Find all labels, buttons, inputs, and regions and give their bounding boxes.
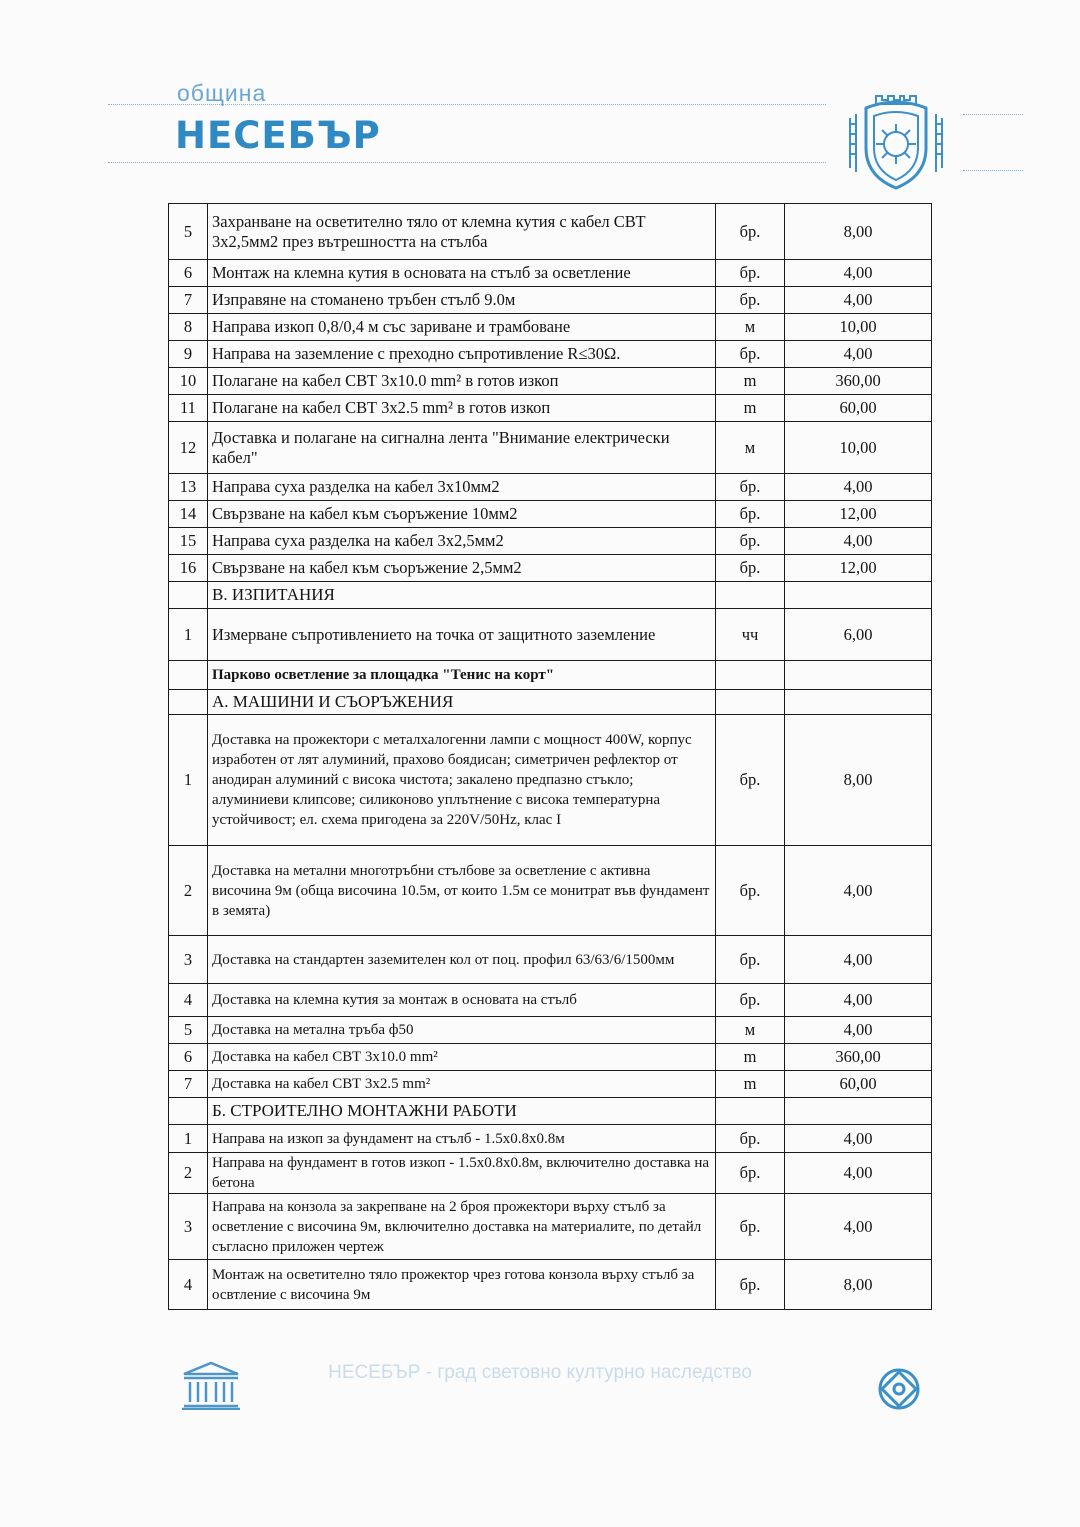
item-number: 1 xyxy=(169,609,208,661)
table-row xyxy=(169,287,932,314)
item-unit: м xyxy=(716,314,785,341)
item-unit xyxy=(716,661,785,690)
item-quantity: 4,00 xyxy=(785,1125,932,1153)
item-number xyxy=(169,582,208,609)
item-description: Доставка на стандартен заземителен кол от поц. профил 63/63/6/1500мм xyxy=(208,936,716,984)
item-number: 8 xyxy=(169,314,208,341)
item-quantity: 4,00 xyxy=(785,1153,932,1194)
item-unit: бр. xyxy=(716,1260,785,1310)
header-rule xyxy=(108,104,826,105)
item-quantity: 4,00 xyxy=(785,287,932,314)
table-row xyxy=(169,936,932,984)
footer-contacts-blur xyxy=(0,1410,1080,1425)
item-quantity xyxy=(785,690,932,715)
table-row xyxy=(169,260,932,287)
coat-of-arms-icon xyxy=(842,88,950,196)
item-unit xyxy=(716,690,785,715)
item-quantity: 10,00 xyxy=(785,422,932,474)
item-description: Монтаж на осветително тяло прожектор чрез готова конзола върху стълб за освтление с височина 9м xyxy=(208,1260,716,1310)
table-row xyxy=(169,501,932,528)
item-quantity: 4,00 xyxy=(785,846,932,936)
item-unit: бр. xyxy=(716,1194,785,1260)
item-quantity: 6,00 xyxy=(785,609,932,661)
table-row xyxy=(169,1194,932,1260)
item-unit: чч xyxy=(716,609,785,661)
item-number: 11 xyxy=(169,395,208,422)
item-unit: бр. xyxy=(716,474,785,501)
item-quantity: 60,00 xyxy=(785,1071,932,1098)
table-row xyxy=(169,314,932,341)
item-quantity: 60,00 xyxy=(785,395,932,422)
item-quantity xyxy=(785,661,932,690)
item-description: Доставка на метална тръба ф50 xyxy=(208,1017,716,1044)
item-unit: m xyxy=(716,368,785,395)
item-unit: бр. xyxy=(716,528,785,555)
item-unit: m xyxy=(716,1071,785,1098)
table-row xyxy=(169,341,932,368)
item-quantity: 4,00 xyxy=(785,936,932,984)
brand-name: НЕСЕБЪР xyxy=(175,114,381,157)
item-quantity: 360,00 xyxy=(785,1044,932,1071)
footer-slogan: НЕСЕБЪР - град световно културно наследство xyxy=(328,1362,752,1383)
item-number: 9 xyxy=(169,341,208,368)
table-row xyxy=(169,204,932,260)
world-heritage-icon xyxy=(876,1366,922,1412)
table-row xyxy=(169,1153,932,1194)
table-row xyxy=(169,984,932,1017)
brand-municipality: община xyxy=(177,80,267,106)
item-number xyxy=(169,661,208,690)
item-description: Направа изкоп 0,8/0,4 м със зариване и трамбоване xyxy=(208,314,716,341)
item-description: Полагане на кабел СВТ 3х10.0 mm² в готов изкоп xyxy=(208,368,716,395)
item-number: 3 xyxy=(169,936,208,984)
table-row xyxy=(169,1260,932,1310)
item-description: Монтаж на клемна кутия в основата на стълб за осветление xyxy=(208,260,716,287)
item-description: Доставка и полагане на сигнална лента "Внимание електрически кабел" xyxy=(208,422,716,474)
item-description: Доставка на кабел СВТ 3х2.5 mm² xyxy=(208,1071,716,1098)
item-quantity: 4,00 xyxy=(785,984,932,1017)
item-description: Изправяне на стоманено тръбен стълб 9.0м xyxy=(208,287,716,314)
item-description: Направа на изкоп за фундамент на стълб - 1.5х0.8х0.8м xyxy=(208,1125,716,1153)
item-number: 7 xyxy=(169,287,208,314)
table-row xyxy=(169,474,932,501)
item-description: Направа на заземление с преходно съпротивление R≤30Ω. xyxy=(208,341,716,368)
item-number xyxy=(169,690,208,715)
item-number: 7 xyxy=(169,1071,208,1098)
item-unit: бр. xyxy=(716,260,785,287)
item-number: 5 xyxy=(169,1017,208,1044)
item-quantity: 12,00 xyxy=(785,555,932,582)
item-number: 12 xyxy=(169,422,208,474)
item-description: Парково осветление за площадка "Тенис на корт" xyxy=(208,661,716,690)
header-rule xyxy=(963,170,1023,171)
item-description: Доставка на кабел СВТ 3х10.0 mm² xyxy=(208,1044,716,1071)
item-description: Свързване на кабел към съоръжение 10мм2 xyxy=(208,501,716,528)
item-number: 4 xyxy=(169,1260,208,1310)
item-description: Доставка на метални многотръбни стълбове за осветление с активна височина 9м (обща височина 10.5м, от които 1.5м се монитрат във фундамент в земята) xyxy=(208,846,716,936)
item-unit: m xyxy=(716,395,785,422)
item-quantity: 8,00 xyxy=(785,204,932,260)
item-unit: м xyxy=(716,1017,785,1044)
item-description: Направа суха разделка на кабел 3х2,5мм2 xyxy=(208,528,716,555)
item-number: 10 xyxy=(169,368,208,395)
item-number: 1 xyxy=(169,715,208,846)
item-description: Направа на фундамент в готов изкоп - 1.5х0.8х0.8м, включително доставка на бетона xyxy=(208,1153,716,1194)
item-unit xyxy=(716,582,785,609)
table-row xyxy=(169,1125,932,1153)
item-unit: бр. xyxy=(716,341,785,368)
item-quantity: 4,00 xyxy=(785,1194,932,1260)
table-row xyxy=(169,1017,932,1044)
item-description: Измерване съпротивлението на точка от защитното заземление xyxy=(208,609,716,661)
item-quantity xyxy=(785,582,932,609)
item-description: Направа суха разделка на кабел 3х10мм2 xyxy=(208,474,716,501)
item-number: 16 xyxy=(169,555,208,582)
item-unit: бр. xyxy=(716,1153,785,1194)
item-number: 4 xyxy=(169,984,208,1017)
item-number: 6 xyxy=(169,1044,208,1071)
header-rule xyxy=(963,114,1023,115)
letterhead xyxy=(0,0,1080,200)
item-description: Доставка на прожектори с металхалогенни лампи с мощност 400W, корпус изработен от лят алуминий, прахово боядисан; симетричен рефлектор от анодиран алуминий с висока чистота; закалено предпазно стъкло; алуминиеви клипсове; силиконово уплътнение с висока температурна устойчивост; ел. схема пригодена за 220V/50Hz, клас I xyxy=(208,715,716,846)
item-quantity: 4,00 xyxy=(785,1017,932,1044)
table-row xyxy=(169,368,932,395)
item-description: А. МАШИНИ И СЪОРЪЖЕНИЯ xyxy=(208,690,716,715)
item-quantity: 4,00 xyxy=(785,260,932,287)
item-number: 3 xyxy=(169,1194,208,1260)
item-unit: бр. xyxy=(716,984,785,1017)
item-number: 6 xyxy=(169,260,208,287)
header-rule xyxy=(108,162,826,163)
item-number: 2 xyxy=(169,1153,208,1194)
item-number: 5 xyxy=(169,204,208,260)
item-unit: бр. xyxy=(716,936,785,984)
item-unit: бр. xyxy=(716,555,785,582)
item-quantity: 8,00 xyxy=(785,1260,932,1310)
item-description: Направа на конзола за закрепване на 2 броя прожектори върху стълб за осветление с височина 9м, включително доставка на материалите, по детайл съгласно приложен чертеж xyxy=(208,1194,716,1260)
item-unit: бр. xyxy=(716,287,785,314)
item-number xyxy=(169,1098,208,1125)
item-unit: бр. xyxy=(716,501,785,528)
item-description: Доставка на клемна кутия за монтаж в основата на стълб xyxy=(208,984,716,1017)
item-number: 14 xyxy=(169,501,208,528)
item-quantity: 4,00 xyxy=(785,474,932,501)
item-number: 1 xyxy=(169,1125,208,1153)
table-row xyxy=(169,395,932,422)
table-row xyxy=(169,1071,932,1098)
item-unit: бр. xyxy=(716,846,785,936)
item-quantity: 12,00 xyxy=(785,501,932,528)
item-unit: бр. xyxy=(716,715,785,846)
item-description: Полагане на кабел СВТ 3х2.5 mm² в готов изкоп xyxy=(208,395,716,422)
item-quantity: 360,00 xyxy=(785,368,932,395)
item-unit xyxy=(716,1098,785,1125)
table-row xyxy=(169,609,932,661)
item-number: 13 xyxy=(169,474,208,501)
item-unit: бр. xyxy=(716,204,785,260)
item-quantity xyxy=(785,1098,932,1125)
item-description: Б. СТРОИТЕЛНО МОНТАЖНИ РАБОТИ xyxy=(208,1098,716,1125)
table-row xyxy=(169,715,932,846)
table-row xyxy=(169,582,932,609)
item-quantity: 4,00 xyxy=(785,341,932,368)
item-unit: m xyxy=(716,1044,785,1071)
table-row xyxy=(169,1044,932,1071)
item-unit: бр. xyxy=(716,1125,785,1153)
table-row xyxy=(169,528,932,555)
item-unit: м xyxy=(716,422,785,474)
item-description: В. ИЗПИТАНИЯ xyxy=(208,582,716,609)
item-description: Свързване на кабел към съоръжение 2,5мм2 xyxy=(208,555,716,582)
table-row xyxy=(169,661,932,690)
item-quantity: 4,00 xyxy=(785,528,932,555)
items-table xyxy=(168,203,932,1310)
item-quantity: 10,00 xyxy=(785,314,932,341)
table-row xyxy=(169,1098,932,1125)
item-quantity: 8,00 xyxy=(785,715,932,846)
item-description: Захранване на осветително тяло от клемна кутия с кабел СВТ 3х2,5мм2 през вътрешността на стълба xyxy=(208,204,716,260)
table-row xyxy=(169,690,932,715)
table-row xyxy=(169,422,932,474)
item-number: 15 xyxy=(169,528,208,555)
table-row xyxy=(169,846,932,936)
item-number: 2 xyxy=(169,846,208,936)
table-row xyxy=(169,555,932,582)
footer xyxy=(0,1350,1080,1450)
